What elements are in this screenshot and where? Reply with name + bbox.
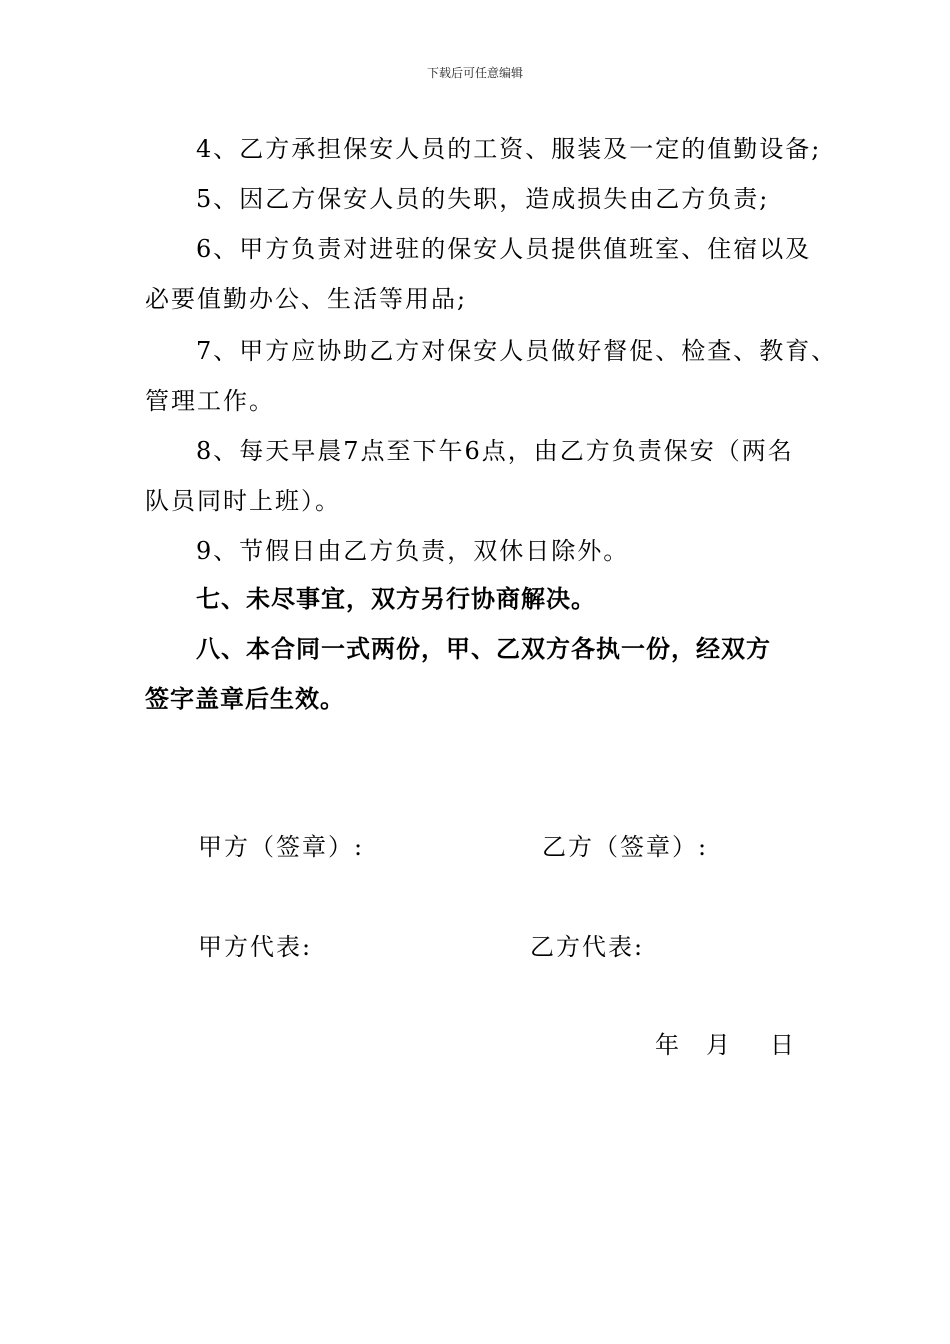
clause-4: 4、乙方承担保安人员的工资、服装及一定的值勤设备; [196, 135, 822, 163]
party-a-rep-label: 甲方代表: [198, 933, 313, 961]
clause-8-line-1: 8、每天早晨7点至下午6点，由乙方负责保安（两名 [196, 437, 794, 465]
party-a-seal-label: 甲方（签章）: [198, 833, 365, 861]
section-8-line-2: 签字盖章后生效。 [145, 685, 345, 713]
party-b-seal-label: 乙方（签章）: [542, 833, 709, 861]
clause-7-line-2: 管理工作。 [145, 387, 275, 415]
date-day: 日 [770, 1031, 794, 1059]
date-month: 月 [706, 1031, 730, 1059]
header-note: 下载后可任意编辑 [426, 66, 523, 80]
clause-6-line-1: 6、甲方负责对进驻的保安人员提供值班室、住宿以及 [196, 235, 812, 263]
section-8-line-1: 八、本合同一式两份，甲、乙双方各执一份，经双方 [196, 635, 771, 663]
clause-7-line-1: 7、甲方应协助乙方对保安人员做好督促、检查、教育、 [196, 337, 838, 365]
clause-9: 9、节假日由乙方负责，双休日除外。 [196, 537, 630, 565]
section-7: 七、未尽事宜，双方另行协商解决。 [196, 585, 596, 613]
date-year: 年 [655, 1031, 679, 1059]
clause-6-line-2: 必要值勤办公、生活等用品; [145, 285, 468, 313]
clause-5: 5、因乙方保安人员的失职，造成损失由乙方负责; [196, 185, 770, 213]
party-b-rep-label: 乙方代表: [530, 933, 645, 961]
clause-8-line-2: 队员同时上班）。 [145, 487, 341, 515]
